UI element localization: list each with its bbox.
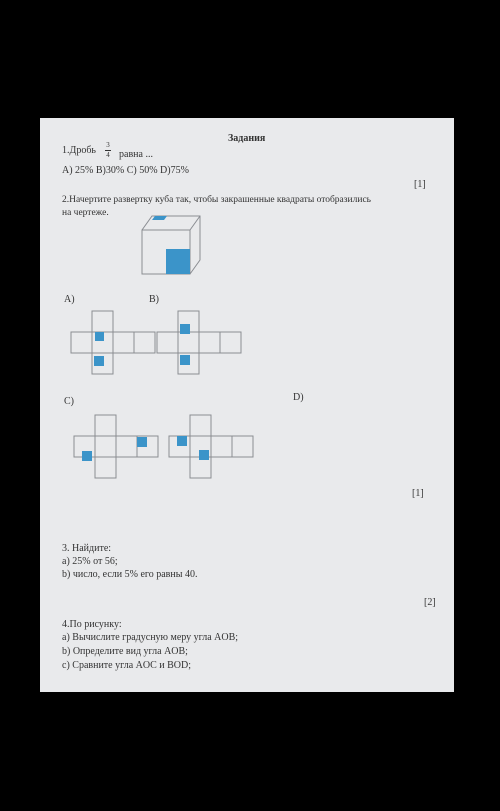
task1-options: A) 25% B)30% C) 50% D)75% bbox=[62, 165, 189, 176]
task1-points: [1] bbox=[414, 179, 426, 190]
net-d-cell bbox=[232, 436, 253, 457]
option-d-label: D) bbox=[293, 392, 304, 403]
net-a-shaded-square bbox=[94, 356, 104, 366]
net-c-cell bbox=[116, 436, 137, 457]
net-d-cell bbox=[190, 457, 211, 478]
task3-title: 3. Найдите: bbox=[62, 543, 112, 554]
cube-edge bbox=[190, 216, 200, 230]
net-b bbox=[157, 311, 241, 374]
net-d bbox=[169, 415, 253, 478]
cube-top-shaded-square bbox=[152, 216, 167, 220]
net-a bbox=[71, 311, 155, 374]
net-d-cell bbox=[190, 415, 211, 436]
net-b-cell bbox=[199, 332, 220, 353]
net-d-shaded-square bbox=[177, 436, 187, 446]
task4-title: 4.По рисунку: bbox=[62, 619, 122, 630]
page-title: Задания bbox=[228, 133, 266, 144]
task2-points: [1] bbox=[412, 488, 424, 499]
net-a-cell bbox=[71, 332, 92, 353]
net-b-cell bbox=[157, 332, 178, 353]
fraction-numerator: 3 bbox=[106, 141, 110, 149]
net-c-shaded-square bbox=[82, 451, 92, 461]
task4-part-c: c) Сравните угла AOC и BOD; bbox=[62, 660, 191, 671]
task4-part-a: a) Вычислите градусную меру угла AOB; bbox=[62, 632, 239, 643]
option-a-label: A) bbox=[64, 294, 75, 305]
task3-part-b: b) число, если 5% его равны 40. bbox=[62, 569, 198, 580]
option-c-label: C) bbox=[64, 396, 74, 407]
fraction-denominator: 4 bbox=[106, 151, 110, 159]
net-a-cell bbox=[134, 332, 155, 353]
net-c bbox=[74, 415, 158, 478]
net-d-cell bbox=[211, 436, 232, 457]
task1-prefix: 1.Дробь bbox=[62, 145, 96, 156]
net-a-cell bbox=[92, 311, 113, 332]
task1-suffix: равна ... bbox=[119, 149, 153, 160]
task3-points: [2] bbox=[424, 597, 436, 608]
net-b-shaded-square bbox=[180, 355, 190, 365]
cube-drawing bbox=[142, 216, 200, 274]
option-b-label: B) bbox=[149, 294, 159, 305]
net-c-cell bbox=[95, 415, 116, 436]
task3-part-a: a) 25% от 56; bbox=[62, 556, 118, 567]
net-b-cell bbox=[220, 332, 241, 353]
cube-front-shaded-square bbox=[166, 249, 190, 274]
net-b-cell bbox=[178, 332, 199, 353]
task2-text-line2: на чертеже. bbox=[62, 208, 109, 218]
net-b-shaded-square bbox=[180, 324, 190, 334]
net-a-cell bbox=[113, 332, 134, 353]
task4-part-b: b) Определите вид угла AOB; bbox=[62, 646, 188, 657]
net-c-cell bbox=[95, 436, 116, 457]
net-d-shaded-square bbox=[199, 450, 209, 460]
net-c-shaded-square bbox=[137, 437, 147, 447]
net-c-cell bbox=[95, 457, 116, 478]
net-a-shaded-square bbox=[95, 332, 104, 341]
task2-text-line1: 2.Начертите развертку куба так, чтобы закрашенные квадраты отобразились bbox=[62, 195, 371, 205]
